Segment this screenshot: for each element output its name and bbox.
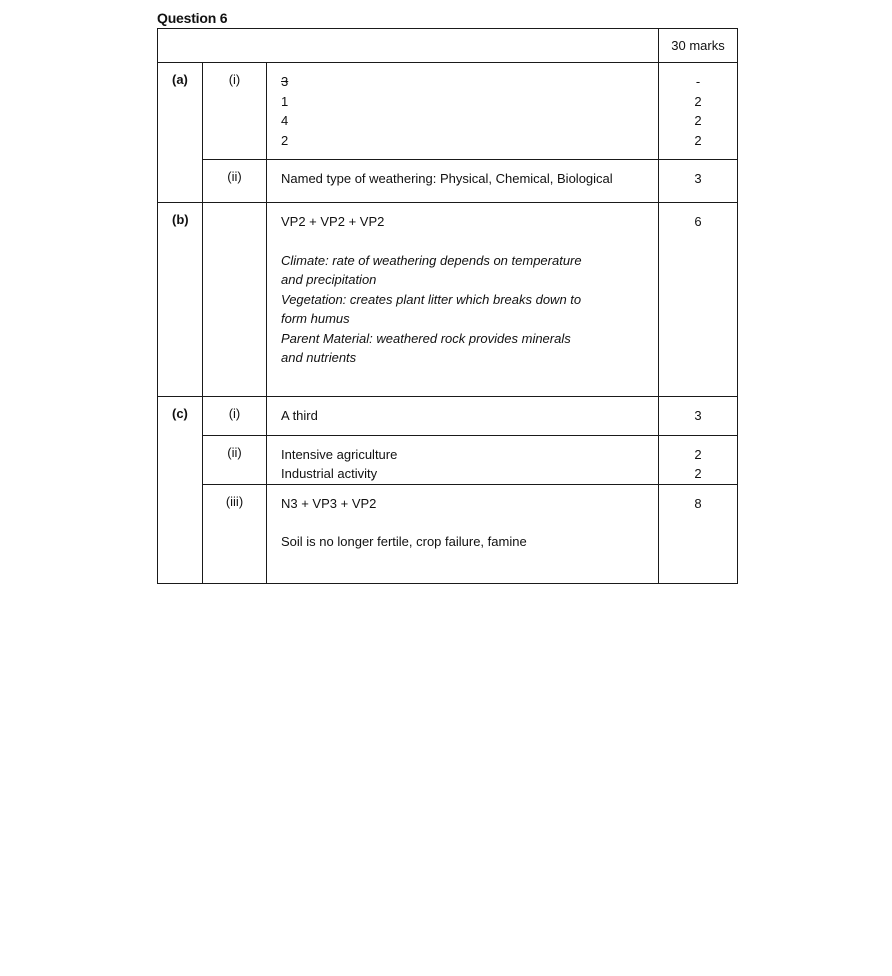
answer-line: Soil is no longer fertile, crop failure, famine [281, 534, 527, 549]
answer-line: A third [281, 408, 318, 423]
header-blank-cell [158, 29, 659, 63]
subpart-label-c-i: (i) [203, 397, 267, 436]
answer-line: 2 [281, 132, 289, 148]
total-marks: 30 marks [659, 29, 738, 63]
subpart-label-c-ii: (ii) [203, 435, 267, 484]
point-line: Parent Material: weathered rock provides minerals [281, 330, 571, 346]
mark-value: - [695, 74, 701, 89]
part-label-b: (b) [158, 203, 203, 397]
mark-value: 2 [694, 93, 702, 109]
answer-cell-c-ii [267, 435, 659, 484]
marks-cell-b [659, 203, 738, 397]
mark-value: 8 [694, 495, 702, 511]
answer-cell-c-i [267, 397, 659, 436]
point-line: Climate: rate of weathering depends on temperature [281, 252, 582, 268]
answer-cell-a-i [267, 63, 659, 160]
header-row [158, 29, 738, 63]
marks-cell-c-i [659, 397, 738, 436]
point-line: Vegetation: creates plant litter which breaks down to [281, 291, 582, 307]
part-label-c: (c) [158, 397, 203, 584]
answer-cell-c-iii [267, 484, 659, 583]
mark-value: 3 [694, 408, 702, 423]
subpart-blank-b [203, 203, 267, 397]
answer-cell-a-ii [267, 160, 659, 203]
table-row [158, 397, 738, 436]
answer-line: Intensive agriculture [281, 446, 398, 462]
table-row [158, 203, 738, 397]
scheme-line: N3 + VP3 + VP2 [281, 495, 377, 511]
marks-cell-a-i [659, 63, 738, 160]
mark-value: 3 [694, 171, 702, 186]
answer-line: 1 [281, 93, 289, 109]
answer-cell-b [267, 203, 659, 397]
mark-value: 2 [694, 466, 702, 481]
table-row [158, 435, 738, 484]
point-line: and precipitation [281, 272, 377, 287]
scheme-line: VP2 + VP2 + VP2 [281, 214, 385, 229]
subpart-label-c-iii: (iii) [203, 484, 267, 583]
subpart-label-a-ii: (ii) [203, 160, 267, 203]
marks-cell-c-iii [659, 484, 738, 583]
answer-line: 3 [281, 74, 289, 89]
mark-value: 2 [694, 113, 702, 128]
subpart-label-a-i: (i) [203, 63, 267, 160]
table-row [158, 160, 738, 203]
marks-cell-a-ii [659, 160, 738, 203]
part-label-a: (a) [158, 63, 203, 203]
point-line: form humus [281, 311, 350, 326]
mark-value: 2 [694, 132, 702, 148]
answer-line: Named type of weathering: Physical, Chemical, Biological [281, 171, 613, 186]
answer-line: Industrial activity [281, 466, 378, 481]
point-line: and nutrients [281, 350, 357, 365]
question-title: Question 6 [157, 10, 228, 26]
marking-scheme-table [157, 28, 738, 584]
answer-line: 4 [281, 113, 289, 128]
mark-value: 2 [694, 446, 702, 462]
table-row [158, 63, 738, 160]
table-row [158, 484, 738, 583]
mark-value: 6 [694, 214, 702, 229]
marks-cell-c-ii [659, 435, 738, 484]
